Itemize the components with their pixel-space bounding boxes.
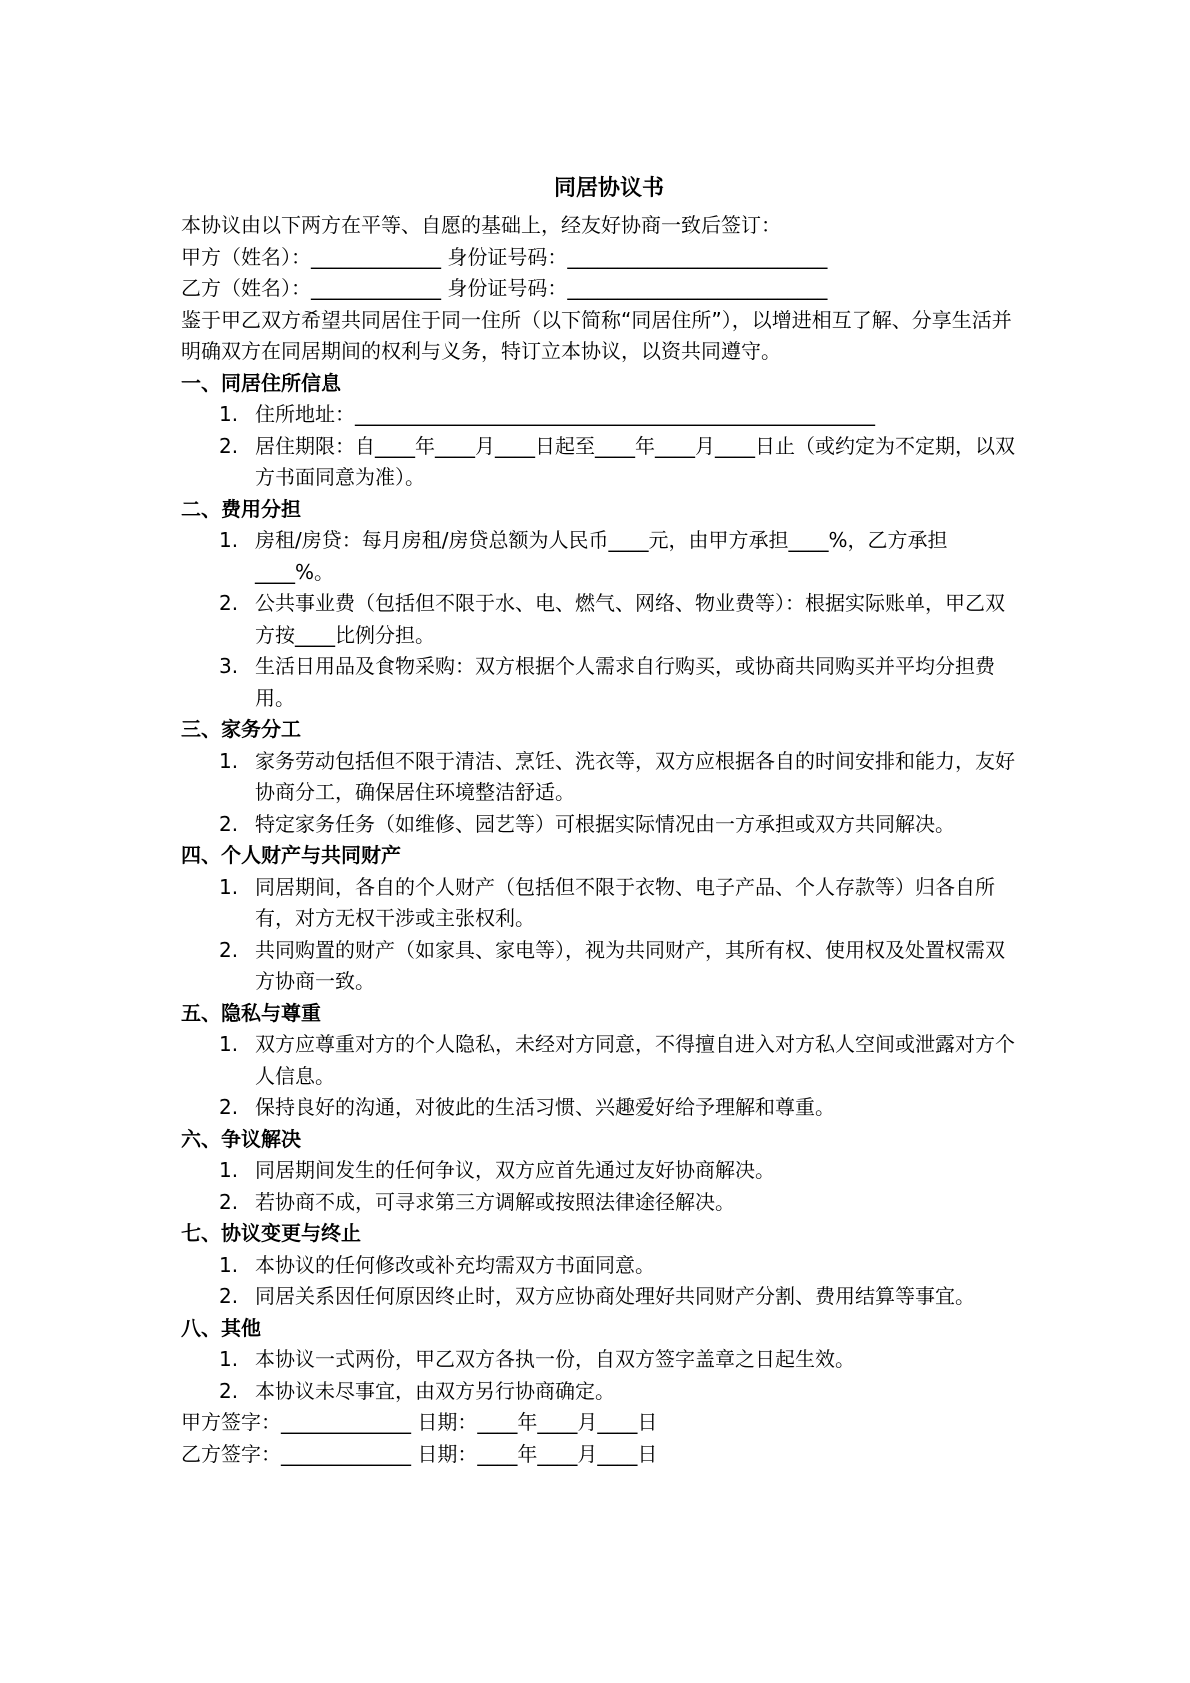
list-item-number: 2. — [219, 1378, 239, 1403]
list-item-number: 2. — [219, 1284, 239, 1308]
list-item-number: 2. — [219, 591, 239, 615]
section-heading: 三、家务分工 — [181, 717, 301, 741]
list-item-number: 3. — [219, 654, 239, 678]
sections-container — [181, 368, 1021, 1408]
list-item — [181, 746, 1021, 809]
document-title: 同居协议书 — [553, 176, 664, 201]
list-item — [181, 1187, 1021, 1219]
list-item — [181, 809, 1021, 841]
list-item-text: 双方应尊重对方的个人隐私，未经对方同意，不得擅自进入对方私人空间或泄露对方个人信息。 — [255, 1032, 1015, 1088]
section-heading: 五、隐私与尊重 — [181, 1000, 321, 1025]
list-item-text: 居住期限：自____年____月____日起至____年____月____日止（或约定为不定期，以双方书面同意为准）。 — [255, 433, 1015, 489]
list-item-number: 1. — [219, 1032, 239, 1056]
list-item-number: 2. — [219, 1095, 239, 1119]
list-item-number: 2. — [219, 433, 239, 458]
section-heading: 六、争议解决 — [181, 1126, 301, 1151]
list-item — [181, 1281, 1021, 1313]
list-item-number: 1. — [219, 402, 239, 426]
section-heading: 一、同居住所信息 — [181, 370, 341, 395]
list-item — [181, 1155, 1021, 1187]
signature-a-line: 甲方签字：_____________ 日期：____年____月____日 — [181, 1410, 658, 1434]
list-item — [181, 431, 1021, 494]
list-item-number: 1. — [219, 1347, 239, 1371]
list-item-text: 若协商不成，可寻求第三方调解或按照法律途径解决。 — [255, 1189, 735, 1214]
section-heading: 四、个人财产与共同财产 — [181, 843, 401, 867]
list-item — [181, 935, 1021, 998]
list-item-text: 房租/房贷：每月房租/房贷总额为人民币____元，由甲方承担____%，乙方承担____%。 — [255, 528, 948, 584]
list-item — [181, 399, 1021, 431]
list-item-text: 特定家务任务（如维修、园艺等）可根据实际情况由一方承担或双方共同解决。 — [255, 811, 955, 836]
list-item — [181, 1250, 1021, 1282]
list-item — [181, 1092, 1021, 1124]
list-item-number: 2. — [219, 937, 239, 962]
list-item-text: 同居期间，各自的个人财产（包括但不限于衣物、电子产品、个人存款等）归各自所有，对方无权干涉或主张权利。 — [255, 874, 995, 930]
list-item-text: 本协议一式两份，甲乙双方各执一份，自双方签字盖章之日起生效。 — [255, 1347, 855, 1371]
signature-b-line: 乙方签字：_____________ 日期：____年____月____日 — [181, 1441, 658, 1466]
section-heading: 七、协议变更与终止 — [181, 1221, 361, 1245]
list-item-number: 1. — [219, 1252, 239, 1277]
list-item-text: 同居关系因任何原因终止时，双方应协商处理好共同财产分割、费用结算等事宜。 — [255, 1284, 975, 1308]
section-heading: 二、费用分担 — [181, 496, 301, 521]
list-item-text: 同居期间发生的任何争议，双方应首先通过友好协商解决。 — [255, 1158, 775, 1182]
document-body — [181, 172, 1021, 1470]
list-item-text: 家务劳动包括但不限于清洁、烹饪、洗衣等，双方应根据各自的时间安排和能力，友好协商分工，确保居住环境整洁舒适。 — [255, 748, 1015, 804]
list-item-text: 住所地址：____________________________________________________ — [255, 402, 875, 426]
list-item-number: 2. — [219, 1189, 239, 1214]
list-item-text: 本协议的任何修改或补充均需双方书面同意。 — [255, 1252, 655, 1277]
section-heading: 八、其他 — [181, 1315, 261, 1340]
party-b-line: 乙方（姓名）：_____________ 身份证号码：__________________________ — [181, 276, 828, 300]
preamble-paragraph: 鉴于甲乙双方希望共同居住于同一住所（以下简称“同居住所”），以增进相互了解、分享生活并明确双方在同居期间的权利与义务，特订立本协议，以资共同遵守。 — [181, 307, 1012, 363]
list-item — [181, 525, 1021, 588]
list-item-number: 1. — [219, 748, 239, 773]
list-item-number: 2. — [219, 811, 239, 836]
list-item — [181, 1376, 1021, 1408]
list-item-number: 1. — [219, 874, 239, 899]
list-item — [181, 1344, 1021, 1376]
intro-line: 本协议由以下两方在平等、自愿的基础上，经友好协商一致后签订： — [181, 213, 781, 237]
list-item-text: 共同购置的财产（如家具、家电等），视为共同财产，其所有权、使用权及处置权需双方协商一致。 — [255, 937, 1005, 993]
list-item-text: 公共事业费（包括但不限于水、电、燃气、网络、物业费等）：根据实际账单，甲乙双方按____比例分担。 — [255, 591, 1005, 647]
list-item-number: 1. — [219, 528, 239, 552]
list-item-text: 生活日用品及食物采购：双方根据个人需求自行购买，或协商共同购买并平均分担费用。 — [255, 654, 995, 710]
list-item — [181, 872, 1021, 935]
list-item — [181, 1029, 1021, 1092]
list-item — [181, 651, 1021, 714]
list-item-text: 保持良好的沟通，对彼此的生活习惯、兴趣爱好给予理解和尊重。 — [255, 1095, 835, 1119]
list-item-number: 1. — [219, 1158, 239, 1182]
list-item-text: 本协议未尽事宜，由双方另行协商确定。 — [255, 1378, 615, 1403]
party-a-line: 甲方（姓名）：_____________ 身份证号码：__________________________ — [181, 244, 828, 269]
list-item — [181, 588, 1021, 651]
